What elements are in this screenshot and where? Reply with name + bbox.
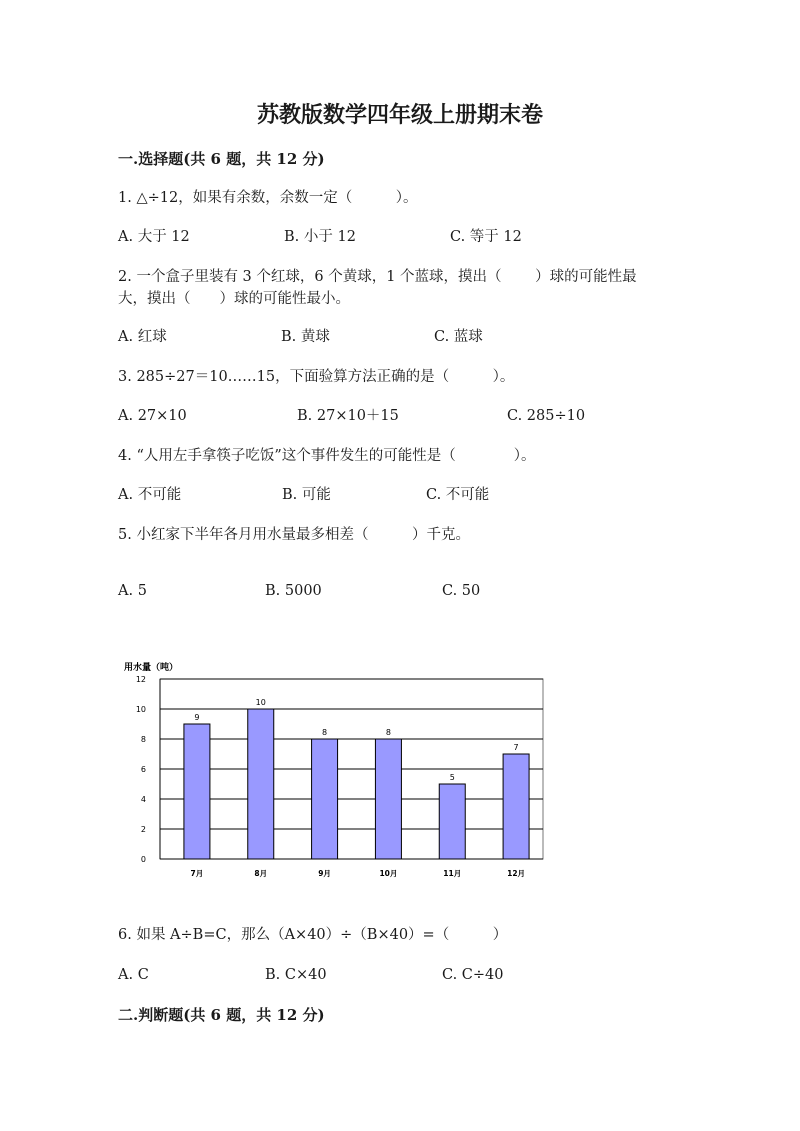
section-heading-choice: 一.选择题(共 6 题，共 12 分) <box>118 150 325 168</box>
chart-x-tick-label: 8月 <box>254 869 268 878</box>
q5-option-c: C. 50 <box>442 583 481 599</box>
question-6: 6. 如果 A÷B=C，那么（A×40）÷（B×40）=（ ） <box>118 927 508 943</box>
q4-option-a: A. 不可能 <box>118 487 182 503</box>
chart-x-tick-label: 9月 <box>318 869 331 878</box>
question-3: 3. 285÷27＝10……15，下面验算方法正确的是（ ）。 <box>118 369 515 385</box>
chart-data-label: 9 <box>194 713 200 722</box>
q2-option-a: A. 红球 <box>118 329 167 345</box>
chart-y-tick-label: 8 <box>140 735 146 744</box>
chart-bar <box>375 739 401 859</box>
chart-y-tick-label: 6 <box>140 765 146 774</box>
chart-x-tick-label: 11月 <box>443 869 462 878</box>
chart-data-label: 5 <box>449 773 455 782</box>
chart-bar <box>184 724 210 859</box>
q5-option-a: A. 5 <box>118 583 147 599</box>
chart-y-tick-label: 2 <box>140 825 146 834</box>
q4-option-c: C. 不可能 <box>426 487 490 503</box>
chart-x-tick-label: 12月 <box>507 869 526 878</box>
page-title: 苏教版数学四年级上册期末卷 <box>256 102 543 128</box>
water-usage-bar-chart <box>118 656 558 888</box>
chart-x-tick-label: 7月 <box>190 869 204 878</box>
chart-data-label: 8 <box>322 728 328 737</box>
chart-bar <box>312 739 338 859</box>
chart-x-tick-label: 10月 <box>379 869 398 878</box>
chart-data-label: 8 <box>385 728 391 737</box>
chart-data-label: 7 <box>513 743 519 752</box>
chart-y-tick-label: 0 <box>140 855 146 864</box>
chart-y-axis-label: 用水量（吨） <box>124 663 179 673</box>
question-2-line-2: 大，摸出（ ）球的可能性最小。 <box>118 291 350 307</box>
q2-option-c: C. 蓝球 <box>434 329 483 345</box>
q2-option-b: B. 黄球 <box>281 329 330 345</box>
chart-bar <box>439 784 465 859</box>
chart-data-label: 10 <box>255 698 266 707</box>
chart-bars <box>184 709 529 859</box>
chart-y-tick-label: 10 <box>135 705 146 714</box>
chart-bar <box>503 754 529 859</box>
q1-option-c: C. 等于 12 <box>450 229 522 245</box>
chart-gridlines <box>160 679 543 859</box>
q6-option-b: B. C×40 <box>265 967 327 983</box>
q1-option-b: B. 小于 12 <box>284 229 356 245</box>
q6-option-a: A. C <box>118 967 149 983</box>
question-5: 5. 小红家下半年各月用水量最多相差（ ）千克。 <box>118 527 470 543</box>
q4-option-b: B. 可能 <box>282 487 331 503</box>
chart-y-tick-label: 4 <box>140 795 146 804</box>
q1-option-a: A. 大于 12 <box>118 229 190 245</box>
q3-option-c: C. 285÷10 <box>507 408 586 424</box>
q5-option-b: B. 5000 <box>265 583 322 599</box>
question-4: 4. “人用左手拿筷子吃饭”这个事件发生的可能性是（ ）。 <box>118 448 536 464</box>
q6-option-c: C. C÷40 <box>442 967 504 983</box>
section-heading-true-false: 二.判断题(共 6 题，共 12 分) <box>118 1006 325 1024</box>
q3-option-a: A. 27×10 <box>118 408 187 424</box>
question-1: 1. △÷12，如果有余数，余数一定（ ）。 <box>118 190 418 206</box>
chart-y-tick-label: 12 <box>135 675 146 684</box>
q3-option-b: B. 27×10＋15 <box>297 408 399 424</box>
chart-bar <box>248 709 274 859</box>
question-2: 2. 一个盒子里装有 3 个红球，6 个黄球，1 个蓝球，摸出（ ）球的可能性最 <box>118 269 637 285</box>
